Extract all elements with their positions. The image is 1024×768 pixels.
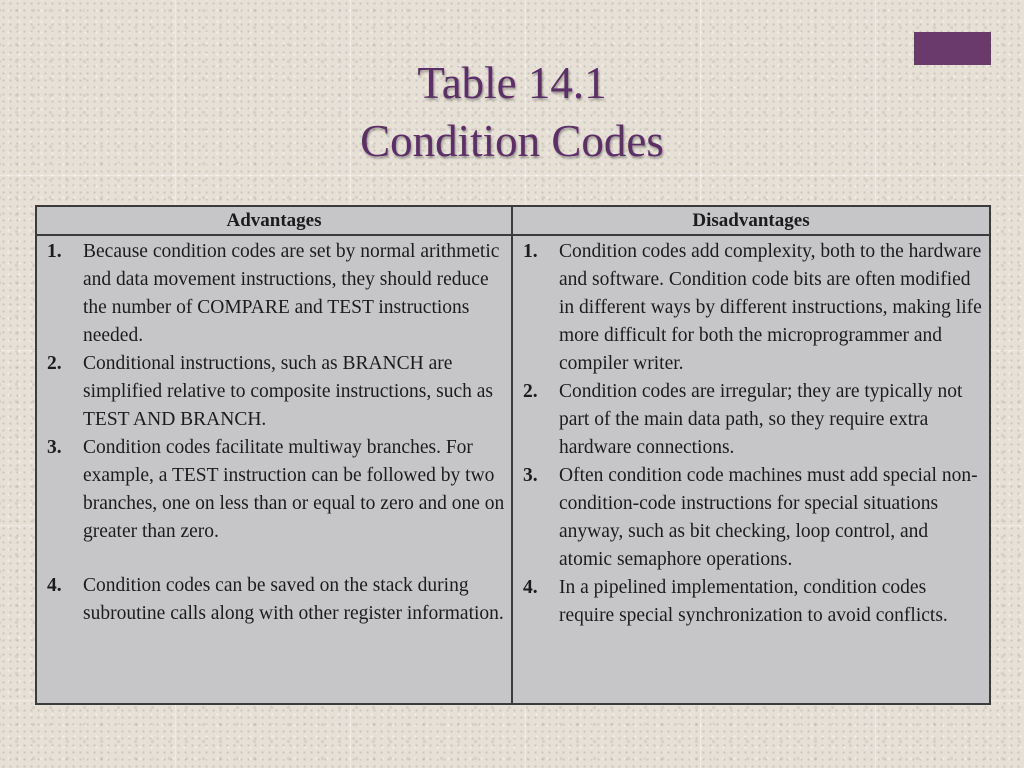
advantages-column bbox=[37, 236, 513, 703]
item-text: Condition codes facilitate multiway branches. For example, a TEST instruction can be followed by two branches, one on less than or equal to zero and one on greater than zero. bbox=[83, 437, 505, 542]
item-text: Condition codes are irregular; they are typically not part of the main data path, so they require extra hardware connections. bbox=[559, 381, 963, 458]
header-advantages: Advantages bbox=[37, 207, 513, 234]
advantage-item bbox=[37, 434, 511, 546]
item-number: 4. bbox=[47, 575, 62, 596]
item-number: 3. bbox=[47, 437, 62, 458]
item-text: Often condition code machines must add special non-condition-code instructions for special situations anyway, such as bit checking, loop control, and atomic semaphore operations. bbox=[559, 465, 978, 570]
title-line-2: Condition Codes bbox=[360, 116, 664, 166]
item-number: 2. bbox=[523, 381, 538, 402]
item-number: 4. bbox=[523, 577, 538, 598]
item-number: 2. bbox=[47, 353, 62, 374]
item-number: 3. bbox=[523, 465, 538, 486]
header-disadvantages: Disadvantages bbox=[692, 209, 810, 231]
item-text: Condition codes can be saved on the stack during subroutine calls along with other register information. bbox=[83, 575, 504, 624]
item-number: 1. bbox=[47, 241, 62, 262]
item-text: In a pipelined implementation, condition codes require special synchronization to avoid conflicts. bbox=[559, 577, 948, 626]
disadvantage-item bbox=[513, 574, 989, 630]
slide-title bbox=[0, 54, 1024, 170]
title-line-1: Table 14.1 bbox=[417, 58, 607, 108]
disadvantage-item bbox=[513, 462, 989, 574]
condition-codes-table bbox=[35, 205, 991, 705]
item-text: Conditional instructions, such as BRANCH are simplified relative to composite instructions, such as TEST AND BRANCH. bbox=[83, 353, 493, 430]
disadvantage-item bbox=[513, 378, 989, 462]
disadvantage-item bbox=[513, 238, 989, 378]
disadvantages-column bbox=[513, 236, 989, 703]
table-header bbox=[37, 207, 989, 236]
item-text: Because condition codes are set by normal arithmetic and data movement instructions, they should reduce the number of COMPARE and TEST instructions needed. bbox=[83, 241, 500, 346]
table-body bbox=[37, 236, 989, 703]
item-number: 1. bbox=[523, 241, 538, 262]
item-text: Condition codes add complexity, both to the hardware and software. Condition code bits are often modified in different ways by different instructions, making life more difficult for both the microprogrammer and compiler writer. bbox=[559, 241, 982, 374]
advantage-item bbox=[37, 572, 511, 628]
advantage-item bbox=[37, 350, 511, 434]
advantage-item bbox=[37, 238, 511, 350]
